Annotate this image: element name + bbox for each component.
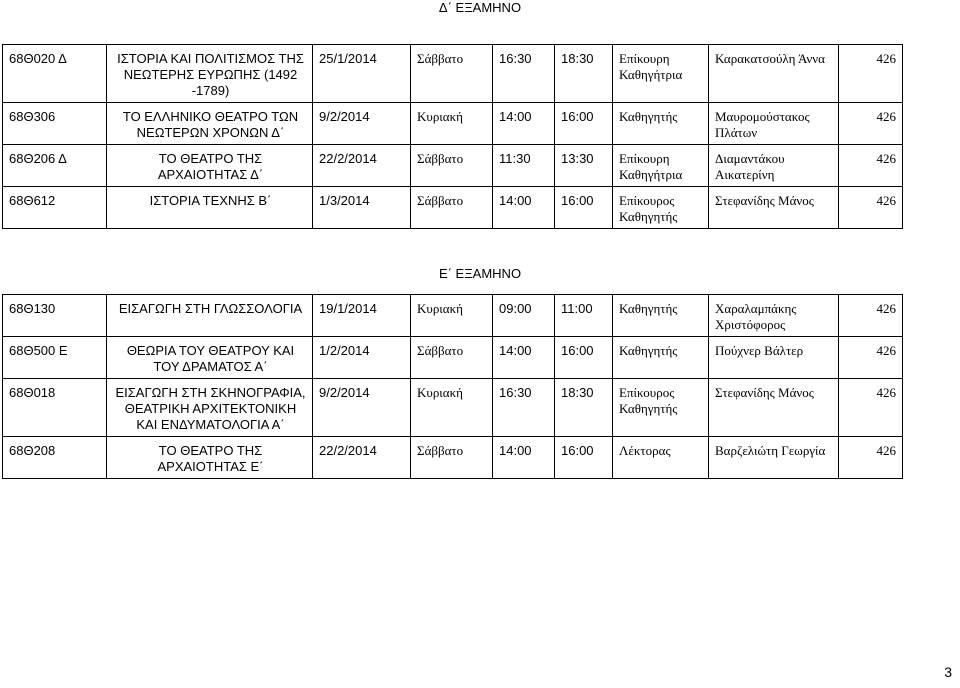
instructor-name: Στεφανίδης Μάνος [709,187,839,229]
instructor-name: Μαυρομούστακος Πλάτων [709,103,839,145]
course-code: 68Θ020 Δ [3,45,107,103]
exam-day: Σάββατο [411,337,493,379]
semester-e-title: Ε΄ ΕΞΑΜΗΝΟ [438,266,522,281]
instructor-rank: Επίκουρος Καθηγητής [613,187,709,229]
end-time: 18:30 [555,379,613,437]
table-row [3,437,903,479]
start-time: 14:00 [493,437,555,479]
student-count: 426 [839,45,903,103]
course-code: 68Θ306 [3,103,107,145]
table-row [3,45,903,103]
start-time: 14:00 [493,337,555,379]
start-time: 16:30 [493,45,555,103]
exam-day: Σάββατο [411,145,493,187]
instructor-name: Στεφανίδης Μάνος [709,379,839,437]
instructor-name: Χαραλαμπάκης Χριστόφορος [709,295,839,337]
exam-date: 9/2/2014 [313,379,411,437]
course-title: ΙΣΤΟΡΙΑ ΤΕΧΝΗΣ Β΄ [107,187,313,229]
instructor-rank: Επίκουρος Καθηγητής [613,379,709,437]
table-row [3,145,903,187]
course-code: 68Θ208 [3,437,107,479]
exam-date: 25/1/2014 [313,45,411,103]
course-title: ΕΙΣΑΓΩΓΗ ΣΤΗ ΓΛΩΣΣΟΛΟΓΙΑ [107,295,313,337]
exam-date: 1/2/2014 [313,337,411,379]
instructor-name: Πούχνερ Βάλτερ [709,337,839,379]
course-code: 68Θ612 [3,187,107,229]
exam-table-semester-d [2,44,903,229]
course-code: 68Θ500 Ε [3,337,107,379]
exam-date: 1/3/2014 [313,187,411,229]
course-title: ΤΟ ΘΕΑΤΡΟ ΤΗΣ ΑΡΧΑΙΟΤΗΤΑΣ Ε΄ [107,437,313,479]
course-title: ΕΙΣΑΓΩΓΗ ΣΤΗ ΣΚΗΝΟΓΡΑΦΙΑ, ΘΕΑΤΡΙΚΗ ΑΡΧΙΤΕΚΤΟΝΙΚΗ ΚΑΙ ΕΝΔΥΜΑΤΟΛΟΓΙΑ Α΄ [107,379,313,437]
instructor-rank: Καθηγητής [613,337,709,379]
end-time: 16:00 [555,187,613,229]
table-row [3,103,903,145]
semester-d-title: Δ΄ ΕΞΑΜΗΝΟ [438,0,522,15]
course-title: ΘΕΩΡΙΑ ΤΟΥ ΘΕΑΤΡΟΥ ΚΑΙ ΤΟΥ ΔΡΑΜΑΤΟΣ Α΄ [107,337,313,379]
end-time: 13:30 [555,145,613,187]
student-count: 426 [839,145,903,187]
exam-date: 9/2/2014 [313,103,411,145]
course-code: 68Θ206 Δ [3,145,107,187]
instructor-rank: Επίκουρη Καθηγήτρια [613,45,709,103]
student-count: 426 [839,103,903,145]
course-title: ΙΣΤΟΡΙΑ ΚΑΙ ΠΟΛΙΤΙΣΜΟΣ ΤΗΣ ΝΕΩΤΕΡΗΣ ΕΥΡΩΠΗΣ (1492 -1789) [107,45,313,103]
exam-table-semester-e [2,294,903,479]
instructor-name: Καρακατσούλη Άννα [709,45,839,103]
exam-day: Κυριακή [411,103,493,145]
start-time: 14:00 [493,103,555,145]
exam-day: Σάββατο [411,187,493,229]
exam-date: 19/1/2014 [313,295,411,337]
student-count: 426 [839,437,903,479]
instructor-rank: Επίκουρη Καθηγήτρια [613,145,709,187]
table-row [3,187,903,229]
start-time: 11:30 [493,145,555,187]
table-row [3,295,903,337]
student-count: 426 [839,295,903,337]
table-row [3,379,903,437]
exam-day: Κυριακή [411,295,493,337]
instructor-rank: Καθηγητής [613,295,709,337]
exam-date: 22/2/2014 [313,437,411,479]
course-title: ΤΟ ΘΕΑΤΡΟ ΤΗΣ ΑΡΧΑΙΟΤΗΤΑΣ Δ΄ [107,145,313,187]
start-time: 16:30 [493,379,555,437]
end-time: 16:00 [555,337,613,379]
page-number: 3 [944,664,952,680]
end-time: 16:00 [555,103,613,145]
instructor-rank: Λέκτορας [613,437,709,479]
course-code: 68Θ130 [3,295,107,337]
exam-day: Σάββατο [411,437,493,479]
start-time: 14:00 [493,187,555,229]
exam-day: Σάββατο [411,45,493,103]
student-count: 426 [839,337,903,379]
end-time: 18:30 [555,45,613,103]
exam-date: 22/2/2014 [313,145,411,187]
table-row [3,337,903,379]
instructor-rank: Καθηγητής [613,103,709,145]
instructor-name: Βαρζελιώτη Γεωργία [709,437,839,479]
instructor-name: Διαμαντάκου Αικατερίνη [709,145,839,187]
course-code: 68Θ018 [3,379,107,437]
exam-day: Κυριακή [411,379,493,437]
end-time: 16:00 [555,437,613,479]
end-time: 11:00 [555,295,613,337]
course-title: ΤΟ ΕΛΛΗΝΙΚΟ ΘΕΑΤΡΟ ΤΩΝ ΝΕΩΤΕΡΩΝ ΧΡΟΝΩΝ Δ΄ [107,103,313,145]
start-time: 09:00 [493,295,555,337]
student-count: 426 [839,187,903,229]
student-count: 426 [839,379,903,437]
